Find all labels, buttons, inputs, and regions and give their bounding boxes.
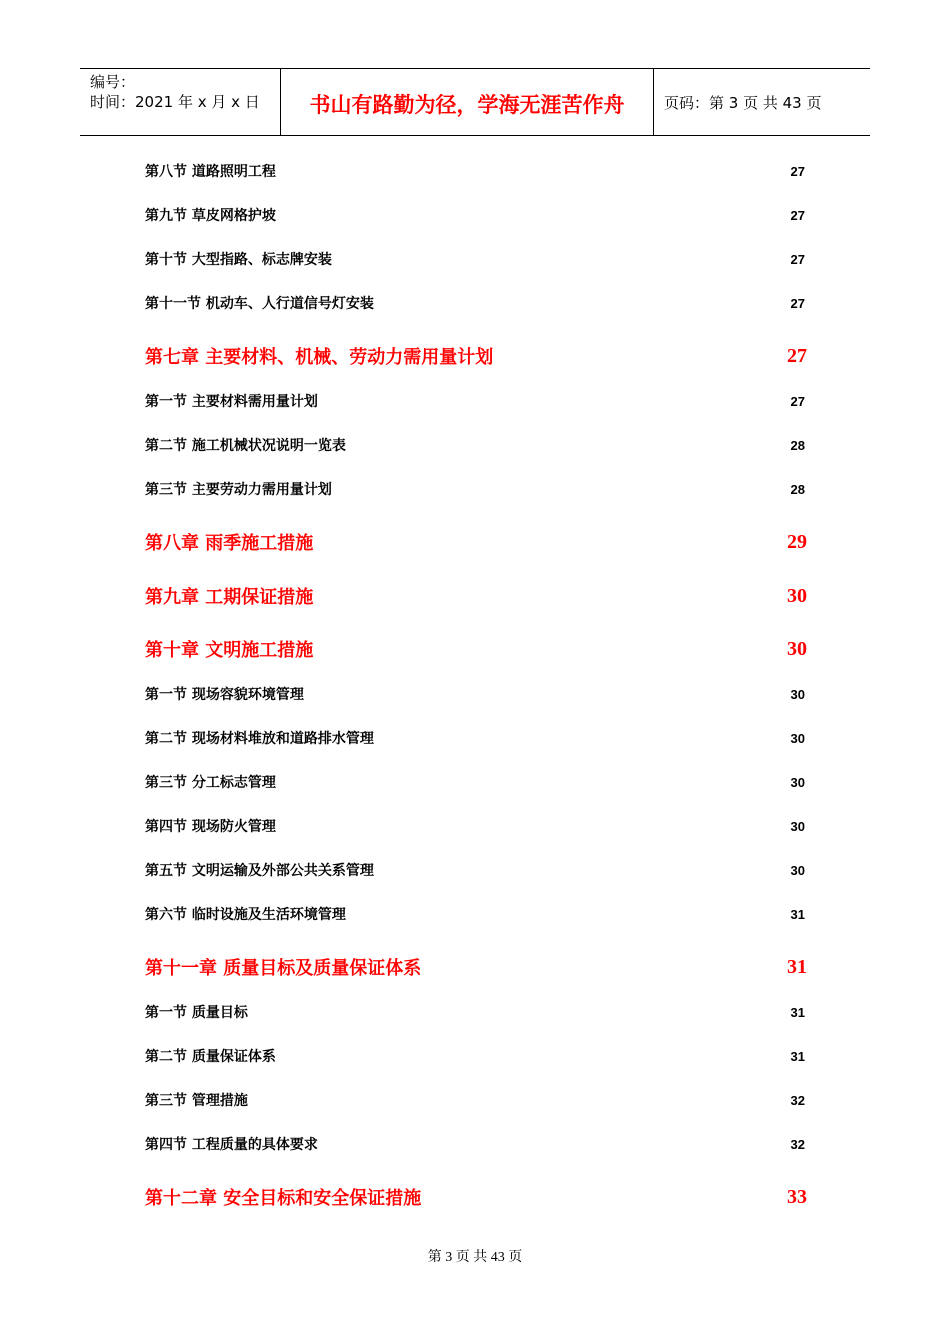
toc-entry-label: 第二节 施工机械状况说明一览表 [145,438,346,454]
toc-entry-label: 第三节 分工标志管理 [145,775,276,791]
toc-entry-label: 第三节 主要劳动力需用量计划 [145,482,332,498]
toc-entry-label: 第一节 主要材料需用量计划 [145,394,318,410]
toc-section-entry[interactable] [145,815,807,837]
toc-entry-page-number: 30 [790,862,805,878]
page-header [80,68,870,136]
toc-section-entry[interactable] [145,903,807,925]
toc-section-entry[interactable] [145,248,807,270]
toc-section-entry[interactable] [145,727,807,749]
header-page-info: 页码：第 3 页 共 43 页 [664,93,822,112]
toc-entry-page-number: 30 [787,637,807,660]
toc-chapter-entry[interactable] [145,954,807,980]
toc-section-entry[interactable] [145,292,807,314]
toc-section-entry[interactable] [145,1133,807,1155]
toc-entry-label: 第六节 临时设施及生活环境管理 [145,907,346,923]
toc-entry-label: 第七章 主要材料、机械、劳动力需用量计划 [145,347,494,368]
toc-entry-page-number: 27 [787,344,807,367]
toc-chapter-entry[interactable] [145,583,807,609]
toc-entry-label: 第八章 雨季施工措施 [145,533,314,554]
toc-entry-label: 第十节 大型指路、标志牌安装 [145,252,332,268]
header-meta [80,69,281,135]
toc-chapter-entry[interactable] [145,1184,807,1210]
toc-section-entry[interactable] [145,1089,807,1111]
toc-entry-page-number: 28 [790,437,805,453]
toc-entry-label: 第一节 现场容貌环境管理 [145,687,304,703]
toc-section-entry[interactable] [145,478,807,500]
toc-section-entry[interactable] [145,683,807,705]
toc-section-entry[interactable] [145,204,807,226]
toc-entry-label: 第三节 管理措施 [145,1093,248,1109]
toc-entry-page-number: 27 [790,295,805,311]
toc-section-entry[interactable] [145,1045,807,1067]
toc-entry-page-number: 31 [787,955,807,978]
toc-entry-label: 第十一节 机动车、人行道信号灯安装 [145,296,374,312]
header-motto: 书山有路勤为径，学海无涯苦作舟 [281,69,654,135]
toc-entry-page-number: 30 [790,730,805,746]
toc-entry-page-number: 29 [787,530,807,553]
toc-entry-label: 第八节 道路照明工程 [145,164,276,180]
toc-entry-page-number: 27 [790,207,805,223]
toc-section-entry[interactable] [145,434,807,456]
toc-entry-page-number: 31 [790,1004,805,1020]
document-date: 时间：2021 年 x 月 x 日 [90,93,260,111]
toc-entry-label: 第二节 现场材料堆放和道路排水管理 [145,731,374,747]
toc-entry-page-number: 30 [790,774,805,790]
toc-entry-page-number: 27 [790,163,805,179]
toc-entry-label: 第十一章 质量目标及质量保证体系 [145,958,422,979]
page-footer: 第 3 页 共 43 页 [427,1250,523,1265]
toc-entry-page-number: 32 [790,1136,805,1152]
toc-section-entry[interactable] [145,1001,807,1023]
toc-chapter-entry[interactable] [145,529,807,555]
document-number-label: 编号： [90,73,136,91]
toc-entry-label: 第九章 工期保证措施 [145,587,314,608]
toc-section-entry[interactable] [145,771,807,793]
toc-chapter-entry[interactable] [145,636,807,662]
toc-entry-page-number: 31 [790,906,805,922]
toc-entry-label: 第十二章 安全目标和安全保证措施 [145,1188,422,1209]
toc-entry-label: 第四节 现场防火管理 [145,819,276,835]
toc-entry-page-number: 31 [790,1048,805,1064]
toc-chapter-entry[interactable] [145,343,807,369]
toc-entry-page-number: 27 [790,251,805,267]
toc-entry-page-number: 30 [787,584,807,607]
toc-section-entry[interactable] [145,160,807,182]
toc-entry-label: 第四节 工程质量的具体要求 [145,1137,318,1153]
toc-entry-page-number: 32 [790,1092,805,1108]
toc-entry-page-number: 30 [790,818,805,834]
toc-entry-label: 第十章 文明施工措施 [145,640,314,661]
toc-entry-page-number: 28 [790,481,805,497]
toc-entry-label: 第一节 质量目标 [145,1005,248,1021]
toc-entry-page-number: 30 [790,686,805,702]
toc-entry-page-number: 27 [790,393,805,409]
toc-entry-label: 第九节 草皮网格护坡 [145,208,276,224]
toc-entry-page-number: 33 [787,1185,807,1208]
toc-entry-label: 第二节 质量保证体系 [145,1049,276,1065]
toc-section-entry[interactable] [145,859,807,881]
toc-section-entry[interactable] [145,390,807,412]
toc-entry-label: 第五节 文明运输及外部公共关系管理 [145,863,374,879]
